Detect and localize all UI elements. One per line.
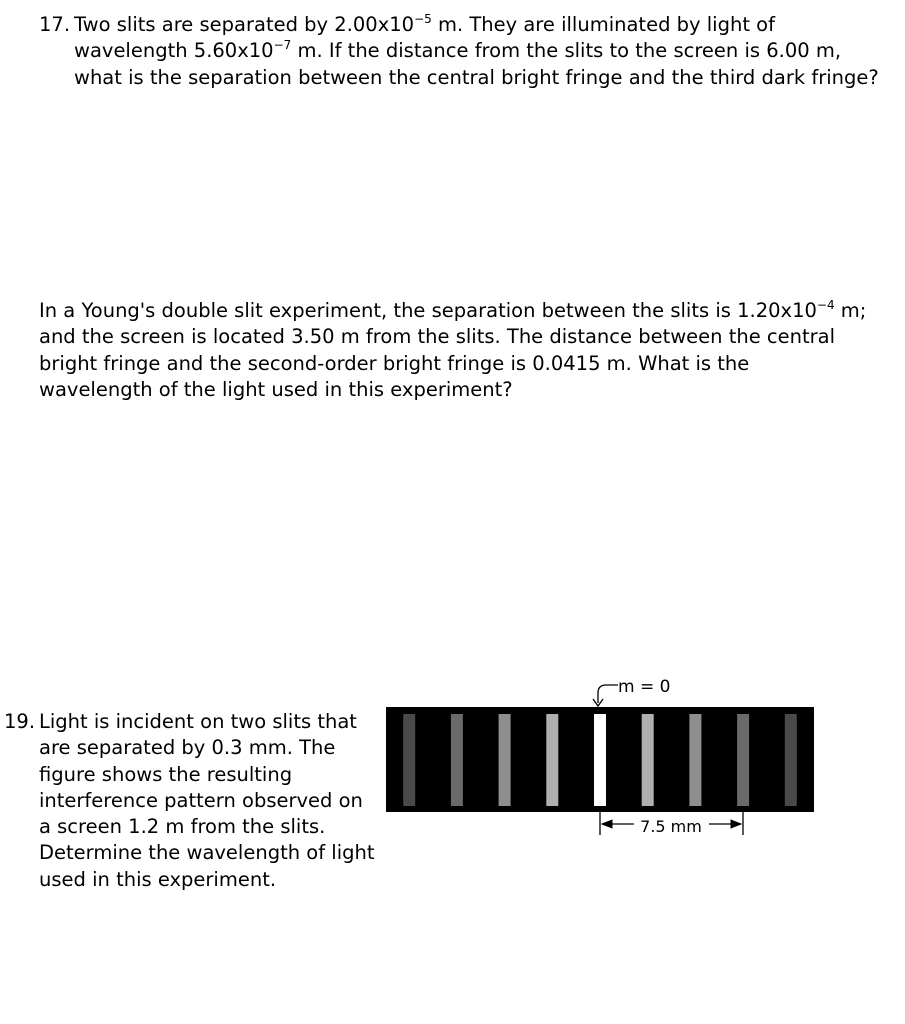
fringe-order--4 — [403, 714, 415, 806]
problem-17-text — [39, 12, 884, 91]
fringe-order-4 — [785, 714, 797, 806]
problem-text: Two slits are separated by 2.00x10 — [74, 13, 415, 36]
fringe-order-2 — [689, 714, 701, 806]
interference-pattern-figure — [380, 670, 820, 845]
problem-19-text — [4, 709, 376, 893]
exponent: −5 — [414, 11, 432, 26]
fringe-order-1 — [642, 714, 654, 806]
problem-number: 17. — [39, 13, 71, 36]
interference-pattern-svg — [380, 670, 820, 845]
problem-18-text — [39, 299, 866, 401]
fringe-group — [403, 714, 797, 806]
problem-text: m. If the distance from the slits to the screen is 6.00 m, what is the separation between the central bright fringe and the third dark fringe? — [74, 39, 879, 89]
problem-number: 19. — [4, 710, 36, 733]
fringe-order-3 — [737, 714, 749, 806]
problem-17 — [39, 12, 884, 91]
fringe-order--3 — [451, 714, 463, 806]
problem-text: m; and the screen is located 3.50 m from the slits. The distance between the central bright fringe and the second-order bright fringe is 0.0415 m. What is the wavelength of the light used in this experiment? — [39, 299, 867, 401]
problem-text: m. They are illuminated by light of wavelength 5.60x10 — [74, 13, 775, 63]
problem-18 — [39, 298, 869, 403]
exponent: −4 — [816, 297, 835, 312]
fringe-order--2 — [499, 714, 511, 806]
measurement-label: 7.5 mm — [640, 817, 702, 836]
fringe-order-0 — [594, 714, 606, 806]
exponent: −7 — [273, 37, 292, 52]
central-pointer-arrow — [598, 685, 618, 703]
central-fringe-label: m = 0 — [618, 677, 671, 697]
problem-text: In a Young's double slit experiment, the separation between the slits is 1.20x10 — [39, 299, 817, 322]
fringe-order--1 — [546, 714, 558, 806]
problem-19 — [4, 709, 376, 893]
problem-text: Light is incident on two slits that are separated by 0.3 mm. The figure shows the resulting interference pattern observed on a screen 1.2 m from the slits. Determine the wavelength of light used in this experiment. — [39, 710, 375, 891]
